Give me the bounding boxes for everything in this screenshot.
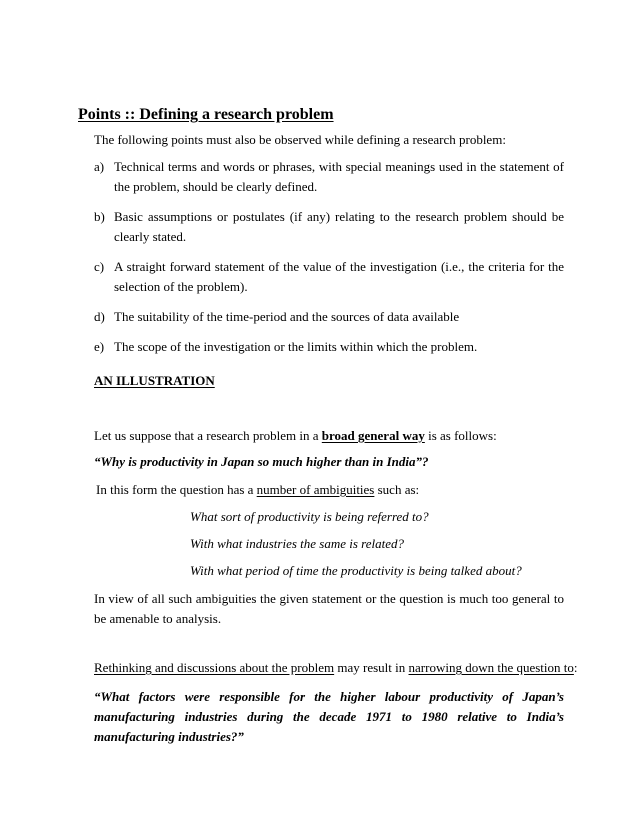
suppose-emphasis: broad general way	[321, 428, 425, 443]
form-text-before: In this form the question has a	[96, 482, 257, 497]
list-marker: e)	[94, 339, 105, 354]
list-marker: a)	[94, 159, 105, 174]
form-emphasis: number of ambiguities	[256, 482, 375, 497]
form-text-after: such as:	[374, 482, 420, 497]
ambiguity-item: With what period of time the productivity is being talked about?	[190, 563, 522, 578]
ambiguity-item: What sort of productivity is being referred to?	[190, 509, 429, 524]
view-paragraph: In view of all such ambiguities the given statement or the question is much too general to be amenable to analysis.	[94, 591, 564, 626]
list-item-text: Technical terms and words or phrases, with special meanings used in the statement of the problem, should be clearly defined.	[114, 159, 564, 194]
ambiguity-item: With what industries the same is related?	[190, 536, 405, 551]
suppose-text-after: is as follows:	[424, 428, 497, 443]
suppose-text-before: Let us suppose that a research problem in a	[94, 428, 322, 443]
list-item	[94, 257, 564, 297]
rethinking-emphasis-2: narrowing down the question to	[408, 660, 574, 675]
form-paragraph	[96, 480, 566, 500]
list-item-text: The scope of the investigation or the limits within which the problem.	[114, 339, 478, 354]
rethinking-colon: :	[573, 660, 578, 675]
research-question: “Why is productivity in Japan so much higher than in India”?	[94, 454, 429, 469]
list-marker: d)	[94, 309, 105, 324]
list-marker: c)	[94, 259, 105, 274]
list-item-text: Basic assumptions or postulates (if any) relating to the research problem should be clearly stated.	[114, 209, 564, 244]
list-item	[94, 207, 564, 247]
refined-question: “What factors were responsible for the higher labour productivity of Japan’s manufacturing industries during the decade 1971 to 1980 relative to India’s manufacturing industries?”	[94, 689, 564, 744]
illustration-heading: AN ILLUSTRATION	[94, 373, 215, 388]
list-item	[94, 157, 564, 197]
suppose-paragraph	[94, 426, 564, 446]
section-heading: Points :: Defining a research problem	[78, 106, 334, 123]
rethinking-emphasis-1: Rethinking and discussions about the problem	[94, 660, 335, 675]
rethinking-text: may result in	[334, 660, 409, 675]
points-list	[94, 157, 564, 367]
list-marker: b)	[94, 209, 105, 224]
list-item-text: The suitability of the time-period and the sources of data available	[114, 309, 460, 324]
list-item	[94, 337, 564, 357]
rethinking-paragraph	[94, 658, 578, 678]
list-item-text: A straight forward statement of the value of the investigation (i.e., the criteria for the selection of the problem).	[114, 259, 564, 294]
intro-text: The following points must also be observed while defining a research problem:	[94, 132, 506, 147]
list-item	[94, 307, 564, 327]
